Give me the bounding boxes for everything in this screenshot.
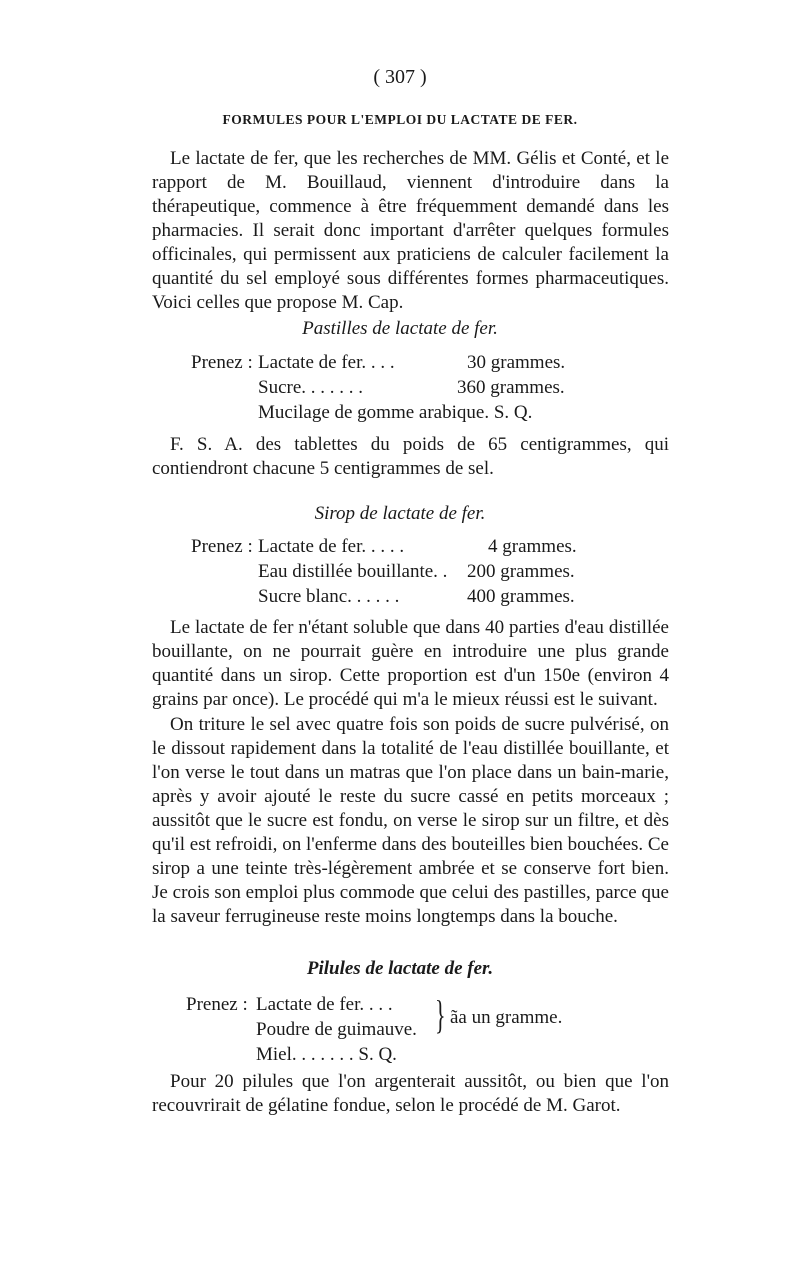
pastilles-note: F. S. A. des tablettes du poids de 65 centigrammes, qui contiendront chacune 5 centigrammes de sel. (152, 434, 669, 479)
sirop-paragraph: Le lactate de fer n'étant soluble que dans 40 parties d'eau distillée bouillante, on ne pourrait guère en introduire une plus grande quantité dans un sirop. Cette proportion est d'un 150e (environ 4 grains par once). Le procédé qui m'a le mieux réussi est le suivant. (152, 617, 669, 710)
section-title-sirop: Sirop de lactate de fer. (314, 503, 486, 524)
ingredient-name: Poudre de guimauve. (256, 1019, 417, 1040)
ingredient-qty: 400 grammes. (467, 586, 575, 607)
sirop-procedure-paragraph: On triture le sel avec quatre fois son poids de sucre pulvérisé, on le dissout rapidement dans la totalité de l'eau distillée bouillante, et l'on verse le tout dans un matras que l'on place dans un bain-marie, après y avoir ajouté le reste du sucre cassé en petits morceaux ; aussitôt que le sucre est fondu, on verse le sirop sur un filtre, et dès qu'il est refroidi, on l'enferme dans des bouteilles bien bouchées. Ce sirop a une teinte très-légèrement ambrée et se conserve fort bien. Je crois son emploi plus commode que celui des pastilles, parce que la saveur ferrugineuse reste moins longtemps dans la bouche. (152, 714, 669, 927)
article-heading: FORMULES POUR L'EMPLOI DU LACTATE DE FER. (222, 112, 578, 127)
ingredient-qty: 200 grammes. (467, 561, 575, 582)
prenez-label: Prenez : (191, 352, 253, 373)
ingredient-name: Miel. . . . . . . S. Q. (256, 1044, 397, 1065)
ingredient-name: Eau distillée bouillante. . (258, 561, 448, 582)
ingredient-qty: 360 grammes. (457, 377, 565, 398)
prenez-label: Prenez : (186, 994, 248, 1015)
ingredient-name: Lactate de fer. . . . (258, 352, 395, 373)
ingredient-qty: 30 grammes. (467, 352, 566, 373)
ingredient-name: Lactate de fer. . . . . (258, 536, 405, 557)
grouping-brace: } (435, 992, 446, 1037)
intro-paragraph: Le lactate de fer, que les recherches de MM. Gélis et Conté, et le rapport de M. Bouillaud, viennent d'introduire dans la thérapeutique, commence à être fréquemment demandé dans les pharmacies. Il serait donc important d'arrêter quelques formules officinales, qui permissent aux praticiens de calculer facilement la quantité du sel employé sous différentes formes pharmaceutiques. Voici celles que propose M. Cap. (152, 148, 669, 313)
ingredient-name: Lactate de fer. . . . (256, 994, 393, 1015)
section-title-pastilles: Pastilles de lactate de fer. (302, 318, 498, 339)
grouped-quantity: ãa un gramme. (450, 1007, 563, 1028)
ingredient-name: Mucilage de gomme arabique. S. Q. (258, 402, 533, 423)
ingredient-qty: 4 grammes. (488, 536, 577, 557)
pilules-note: Pour 20 pilules que l'on argenterait aussitôt, ou bien que l'on recouvrirait de gélatine fondue, selon le procédé de M. Garot. (152, 1071, 669, 1116)
prenez-label: Prenez : (191, 536, 253, 557)
section-title-pilules: Pilules de lactate de fer. (306, 958, 494, 979)
ingredient-name: Sucre blanc. . . . . . (258, 586, 400, 607)
page-number: ( 307 ) (373, 66, 427, 88)
ingredient-name: Sucre. . . . . . . (258, 377, 364, 398)
